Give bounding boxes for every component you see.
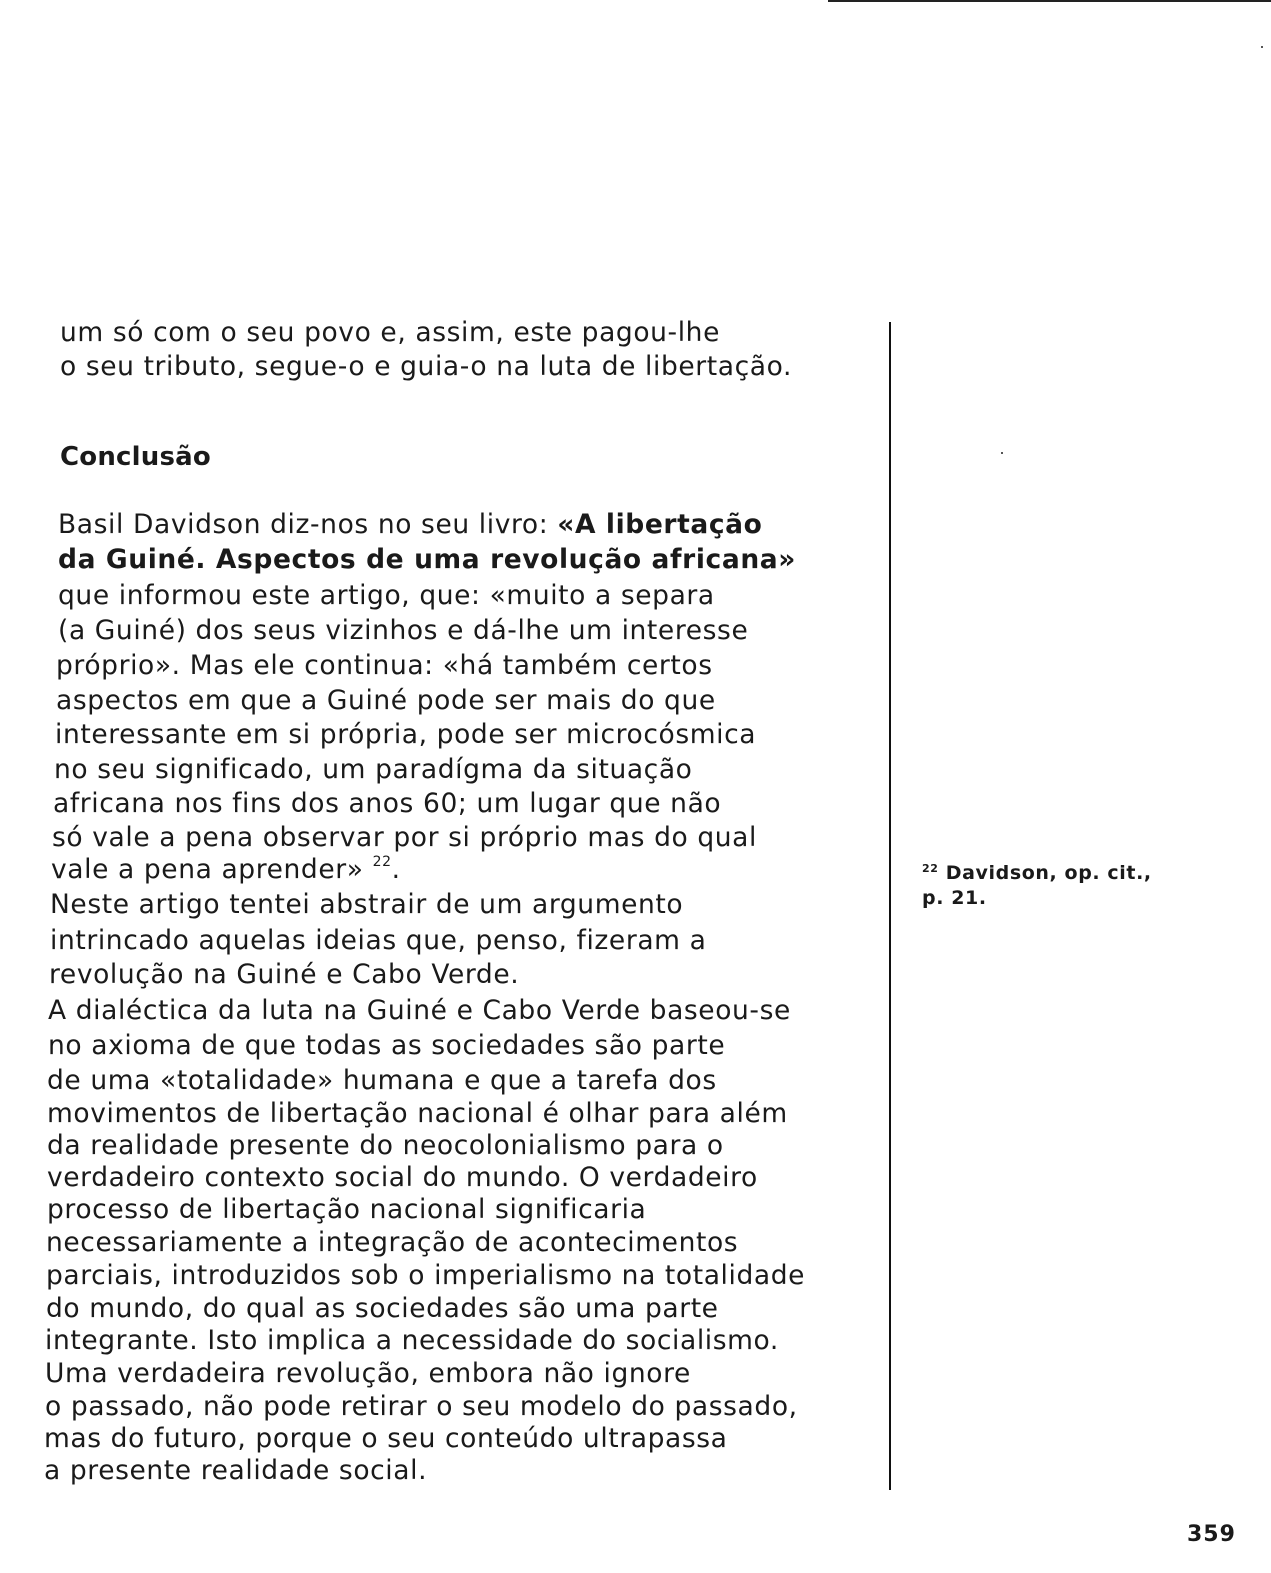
body-line: [51, 855, 401, 885]
body-line: da realidade presente do neocolonialismo para o: [47, 1130, 724, 1161]
body-line: processo de libertação nacional significaria: [47, 1194, 647, 1225]
top-rule: [828, 0, 1271, 2]
body-line: aspectos em que a Guiné pode ser mais do que: [56, 685, 716, 716]
body-line: integrante. Isto implica a necessidade do socialismo.: [45, 1325, 779, 1356]
column-divider: [889, 322, 891, 1490]
footnote-mark: 22: [922, 862, 939, 875]
body-line: necessariamente a integração de acontecimentos: [46, 1227, 739, 1258]
body-line: movimentos de libertação nacional é olhar para além: [47, 1098, 788, 1129]
body-line: revolução na Guiné e Cabo Verde.: [49, 959, 520, 990]
body-line: parciais, introduzidos sob o imperialismo na totalidade: [46, 1260, 806, 1291]
body-line: a presente realidade social.: [44, 1455, 428, 1486]
body-line: no axioma de que todas as sociedades são parte: [48, 1030, 726, 1061]
footnote-line: [922, 862, 1152, 884]
book-title: «A libertação: [557, 509, 763, 540]
scan-speck: [1261, 46, 1263, 48]
book-title: da Guiné. Aspectos de uma revolução africana»: [58, 544, 796, 575]
footnote-text: Davidson, op. cit.,: [945, 862, 1152, 884]
body-line: que informou este artigo, que: «muito a separa: [58, 580, 715, 611]
body-line: Uma verdadeira revolução, embora não ignore: [45, 1358, 691, 1389]
body-line: intrincado aquelas ideias que, penso, fizeram a: [50, 925, 707, 956]
body-line: A dialéctica da luta na Guiné e Cabo Verde baseou-se: [48, 995, 791, 1026]
body-line: um só com o seu povo e, assim, este pagou-lhe: [60, 317, 720, 348]
body-line: só vale a pena observar por si próprio mas do qual: [52, 822, 757, 853]
section-heading: Conclusão: [60, 442, 211, 472]
body-line: [58, 545, 796, 575]
body-line: [58, 510, 762, 540]
scan-speck: [1001, 452, 1003, 454]
body-line: no seu significado, um paradígma da situação: [54, 754, 693, 785]
body-line: verdadeiro contexto social do mundo. O verdadeiro: [47, 1162, 758, 1193]
body-text: vale a pena aprender»: [51, 854, 373, 885]
body-line: interessante em si própria, pode ser microcósmica: [55, 719, 757, 750]
footnote-line: p. 21.: [922, 887, 987, 909]
body-line: o passado, não pode retirar o seu modelo do passado,: [45, 1391, 798, 1422]
body-text: .: [391, 854, 401, 885]
page-number: 359: [1187, 1522, 1236, 1547]
body-line: Neste artigo tentei abstrair de um argumento: [50, 889, 684, 920]
body-line: africana nos fins dos anos 60; um lugar que não: [53, 788, 722, 819]
body-line: próprio». Mas ele continua: «há também certos: [56, 650, 713, 681]
body-text: Basil Davidson diz-nos no seu livro:: [58, 509, 558, 540]
footnote-reference: 22: [372, 854, 392, 870]
body-line: o seu tributo, segue-o e guia-o na luta de libertação.: [60, 351, 793, 382]
body-line: mas do futuro, porque o seu conteúdo ultrapassa: [44, 1423, 728, 1454]
body-line: do mundo, do qual as sociedades são uma parte: [46, 1293, 719, 1324]
body-line: de uma «totalidade» humana e que a tarefa dos: [47, 1065, 717, 1096]
body-line: (a Guiné) dos seus vizinhos e dá-lhe um interesse: [58, 615, 749, 646]
